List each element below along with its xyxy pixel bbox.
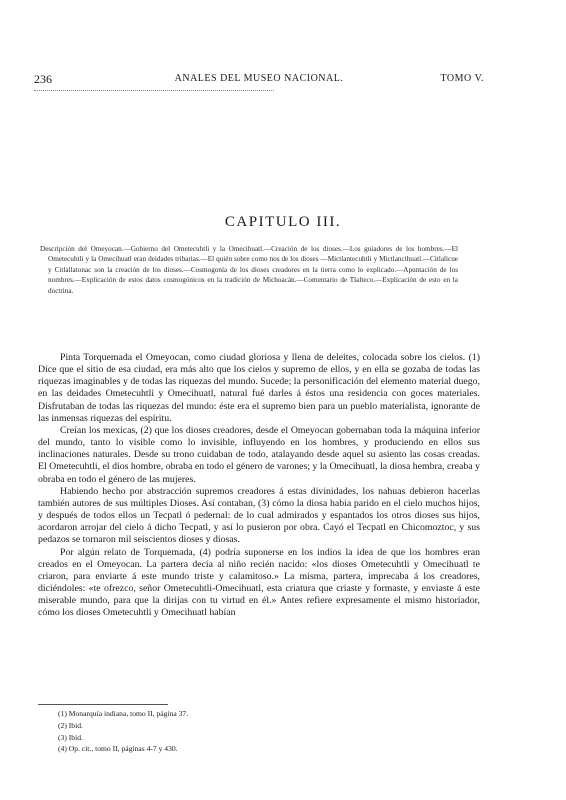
footnote: (4) Op. cit., tomo II, páginas 4-7 y 430. <box>58 744 178 754</box>
footnote: (2) Ibid. <box>58 720 83 730</box>
footnote: (1) Monarquía indiana, tomo II, página 37. <box>58 709 189 718</box>
footnote: (3) Ibid. <box>58 732 83 742</box>
running-head <box>34 72 484 86</box>
paragraph: Por algún relato de Torquemada, (4) podría suponerse en los indios la idea de que los hombres eran creados en el Omeyocan. La partera decía al niño recién nacido: «los dioses Ometecuhtli y Omecihuatl te criaron, para enviarte á este mundo triste y calamitoso.» La misma, partera, imprecaba á los creadores, diciéndoles: «te ofrezco, señor Ometecuhtli-Omecihuatl, esta criatura que criaste y formaste, y enviaste á este miserable mundo, para que la dirijas con tu virtud en él.» Antes refiere expresamente el mismo historiador, cómo los dioses Ometecuhtli y Omecihuatl habían <box>38 546 480 619</box>
body-text <box>38 352 480 619</box>
chapter-title: CAPITULO III. <box>224 214 342 230</box>
paragraph: Pinta Torquemada el Omeyocan, como ciudad gloriosa y llena de deleites, colocada sobre los cielos. (1) Dice que el sitio de esa ciudad, era más alto que los cielos y supremo de ellos, y en ella se gozaba de todas las riquezas imaginables y de todas las riquezas del mundo. Sucede; la personificación del elemento material duego, en las deidades Ometecuhtli y Omecihuatl, natural fué darles á éstos una residencia con goces materiales. Disfrutaban de todas las riquezas del mundo: éste era el supremo bien para un pueblo materialista, ignorante de las inmensas riquezas del espíritu. <box>38 352 480 424</box>
footnote-rule <box>38 704 168 705</box>
volume-label: TOMO V. <box>440 73 484 84</box>
footnotes <box>58 708 458 755</box>
paragraph: Creían los mexicas, (2) que los dioses creadores, desde el Omeyocan gobernaban toda la máquina inferior del mundo, tanto lo visible como lo invisible, influyendo en los hombres, y produciendo en ellos sus inclinaciones naturales. Desde su trono cuidaban de todo, atalayando desde aquel su asiento las cosas creadas. El Ometecuhtli, el dios hombre, obraba en todo el género de varones; y la Omecihuatl, la diosa hembra, creaba y obraba en todo el género de las mujeres. <box>38 424 480 485</box>
running-title: ANALES DEL MUSEO NACIONAL. <box>174 73 344 84</box>
header-rule <box>34 90 274 91</box>
page-number: 236 <box>34 72 52 86</box>
paragraph: Habiendo hecho por abstracción supremos creadores á estas divinidades, los nahuas debieron hacerlas también autores de sus múltiples Dioses. Así contaban, (3) cómo la diosa había parido en el cielo muchos hijos, y después de todos ellos un Tecpatl ó pedernal: de lo cual admirados y espantados los otros dioses sus hijos, acordaron arrojar del cielo á dicho Tecpatl, y así lo pusieron por obra. Cayó el Tecpatl en Chicomoztoc, y sus pedazos se tornaron mil seiscientos dioses y diosas. <box>38 485 480 546</box>
chapter-summary: Descripción del Omeyocan.—Gobierno del Ometecuhtli y la Omecihuatl.—Creación de los dioses.—Los guiadores de los hombres.—El Ometecuhtli y la Omecihuatl eran deidades tribarias.—El quién sobre como nos de los dioses —Mictlantecuhtli y Mictlancihuatl.—Citlalicue y Citlallatonac son la creación de los dioses.—Cosmogonía de los dioses creadores en la tierra como lo explicado.—Apuntación de los nombres.—Explicación de estos datos cosmogónicos en la tradición de Michoacán.—Comentario de Tlalteco.—Explicación de esto en la doctrina. <box>40 245 458 295</box>
